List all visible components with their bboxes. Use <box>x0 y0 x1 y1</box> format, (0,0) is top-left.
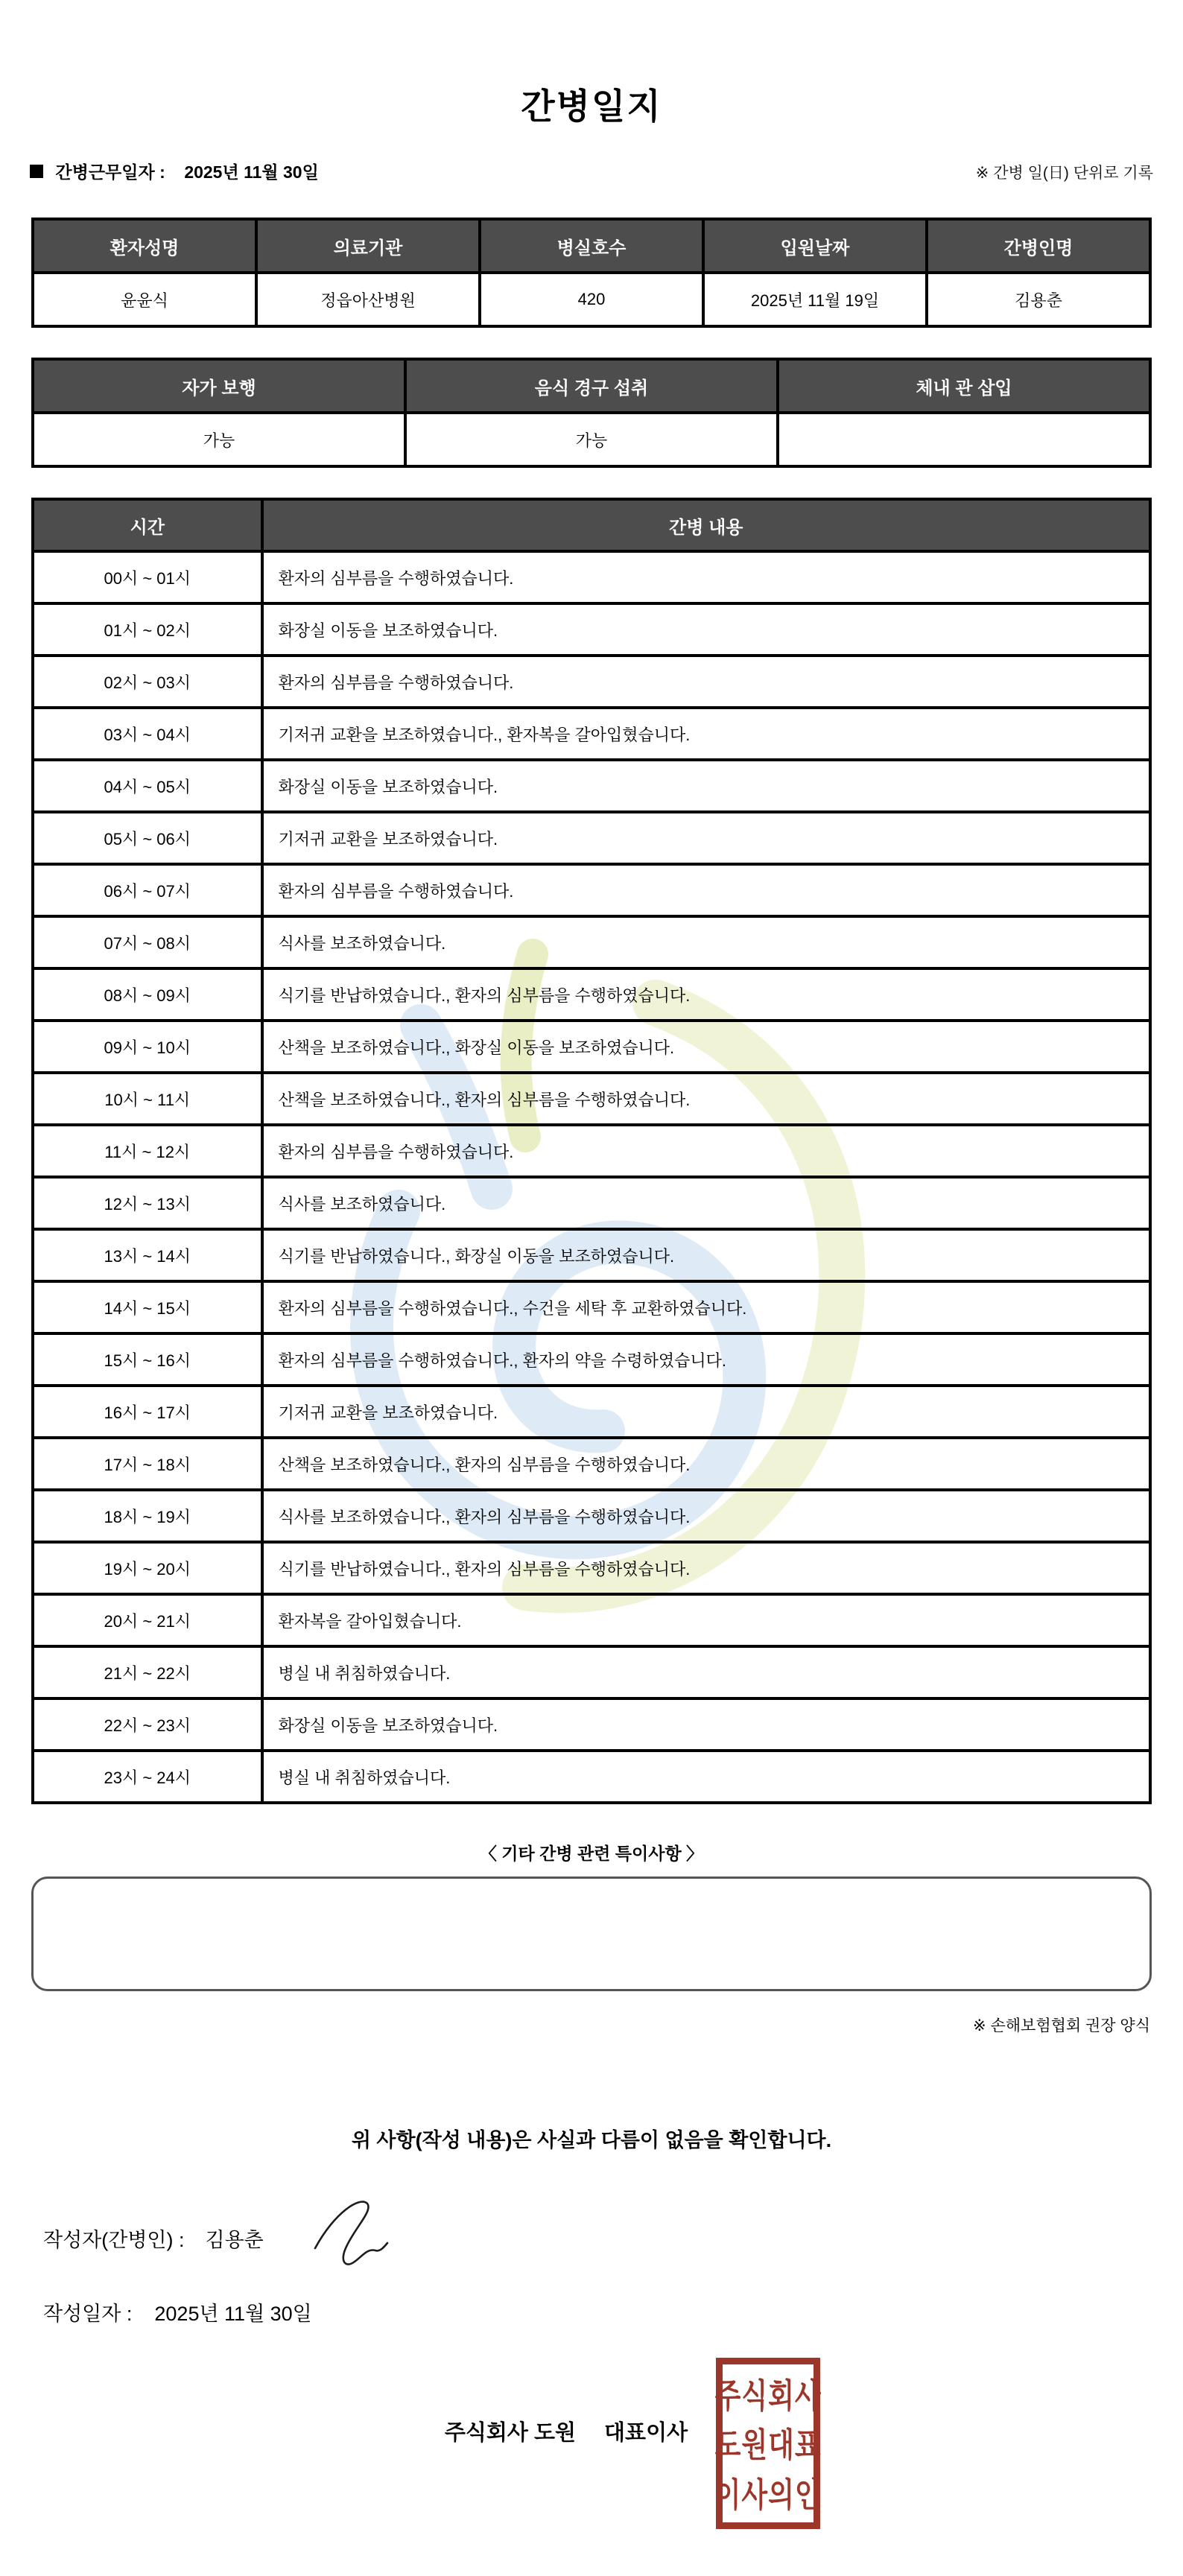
care-content-cell: 환자의 심부름을 수행하였습니다., 환자의 약을 수령하였습니다. <box>262 1333 1151 1386</box>
care-content-cell: 화장실 이동을 보조하였습니다. <box>262 1698 1151 1751</box>
care-time-cell: 19시 ~ 20시 <box>33 1542 262 1594</box>
care-log-row <box>33 1594 1150 1646</box>
care-log-row <box>33 1125 1150 1177</box>
insurance-form-note: ※ 손해보험협회 권장 양식 <box>973 2017 1150 2034</box>
care-time-cell: 06시 ~ 07시 <box>33 864 262 916</box>
corporate-seal-stamp <box>716 2358 820 2529</box>
patient-info-value-cell: 2025년 11월 19일 <box>703 273 927 326</box>
work-date-value: 2025년 11월 30일 <box>184 162 319 182</box>
care-content-cell: 기저귀 교환을 보조하였습니다. <box>262 812 1151 864</box>
confirmation-statement: 위 사항(작성 내용)은 사실과 다름이 없음을 확인합니다. <box>351 2129 832 2151</box>
patient-status-header-cell: 체내 관 삽입 <box>778 359 1150 413</box>
care-content-cell: 산책을 보조하였습니다., 환자의 심부름을 수행하였습니다. <box>262 1438 1151 1490</box>
patient-status-value-row <box>33 413 1150 466</box>
care-time-cell: 07시 ~ 08시 <box>33 916 262 968</box>
patient-status-header-cell: 자가 보행 <box>33 359 405 413</box>
patient-status-header-cell: 음식 경구 섭취 <box>405 359 778 413</box>
care-log-header-row <box>33 499 1150 551</box>
patient-info-header-cell: 환자성명 <box>33 219 256 273</box>
care-content-cell: 화장실 이동을 보조하였습니다. <box>262 603 1151 656</box>
care-log-row <box>33 1542 1150 1594</box>
black-square-bullet-icon <box>30 165 43 178</box>
care-log-row <box>33 968 1150 1021</box>
write-date-value: 2025년 11월 30일 <box>154 2303 312 2325</box>
care-time-cell: 23시 ~ 24시 <box>33 1751 262 1803</box>
seal-text-row: 이사의인 <box>714 2475 822 2514</box>
care-content-cell: 산책을 보조하였습니다., 환자의 심부름을 수행하였습니다. <box>262 1073 1151 1125</box>
care-time-cell: 00시 ~ 01시 <box>33 551 262 603</box>
care-log-row <box>33 812 1150 864</box>
patient-info-header-cell: 간병인명 <box>927 219 1150 273</box>
care-time-cell: 15시 ~ 16시 <box>33 1333 262 1386</box>
writer-label: 작성자(간병인) : <box>43 2228 185 2251</box>
care-content-cell: 화장실 이동을 보조하였습니다. <box>262 760 1151 812</box>
care-time-cell: 04시 ~ 05시 <box>33 760 262 812</box>
ceo-title: 대표이사 <box>604 2421 688 2445</box>
care-time-cell: 09시 ~ 10시 <box>33 1021 262 1073</box>
care-time-cell: 22시 ~ 23시 <box>33 1698 262 1751</box>
patient-info-value-row <box>33 273 1150 326</box>
care-content-cell: 환자복을 갈아입혔습니다. <box>262 1594 1151 1646</box>
care-log-row <box>33 1281 1150 1333</box>
care-log-row <box>33 1646 1150 1698</box>
care-time-cell: 18시 ~ 19시 <box>33 1490 262 1542</box>
care-log-row <box>33 916 1150 968</box>
company-name: 주식회사 도원 <box>444 2421 577 2445</box>
patient-info-value-cell: 김용춘 <box>927 273 1150 326</box>
care-content-cell: 환자의 심부름을 수행하였습니다., 수건을 세탁 후 교환하였습니다. <box>262 1281 1151 1333</box>
patient-info-value-cell: 윤윤식 <box>33 273 256 326</box>
care-content-cell: 식사를 보조하였습니다. <box>262 1177 1151 1229</box>
care-content-cell: 식기를 반납하였습니다., 환자의 심부름을 수행하였습니다. <box>262 1542 1151 1594</box>
special-notes-box[interactable] <box>31 1877 1152 1991</box>
care-time-cell: 02시 ~ 03시 <box>33 656 262 708</box>
company-and-ceo <box>445 2416 688 2446</box>
care-log-row <box>33 1333 1150 1386</box>
care-log-row <box>33 1698 1150 1751</box>
writer-line <box>43 2201 1183 2275</box>
write-date-label: 작성일자 : <box>43 2303 133 2325</box>
work-date-line <box>30 159 1153 183</box>
care-content-cell: 환자의 심부름을 수행하였습니다. <box>262 551 1151 603</box>
page-title: 간병일지 <box>521 86 662 126</box>
patient-info-value-cell: 정읍아산병원 <box>256 273 480 326</box>
care-content-cell: 식사를 보조하였습니다., 환자의 심부름을 수행하였습니다. <box>262 1490 1151 1542</box>
care-time-cell: 10시 ~ 11시 <box>33 1073 262 1125</box>
care-log-row <box>33 603 1150 656</box>
care-time-cell: 16시 ~ 17시 <box>33 1386 262 1438</box>
care-log-row <box>33 656 1150 708</box>
care-content-cell: 기저귀 교환을 보조하였습니다. <box>262 1386 1151 1438</box>
care-time-cell: 14시 ~ 15시 <box>33 1281 262 1333</box>
care-content-cell: 병실 내 취침하였습니다. <box>262 1751 1151 1803</box>
patient-info-table <box>31 218 1152 328</box>
care-time-cell: 05시 ~ 06시 <box>33 812 262 864</box>
work-date <box>30 159 319 183</box>
seal-text-row: 도원대표 <box>714 2426 822 2465</box>
care-log-row <box>33 1073 1150 1125</box>
care-time-cell: 11시 ~ 12시 <box>33 1125 262 1177</box>
care-log-row <box>33 551 1150 603</box>
care-content-cell: 환자의 심부름을 수행하였습니다. <box>262 656 1151 708</box>
seal-text-row: 주식회사 <box>714 2376 822 2415</box>
patient-info-value-cell: 420 <box>480 273 703 326</box>
care-content-cell: 식기를 반납하였습니다., 화장실 이동을 보조하였습니다. <box>262 1229 1151 1281</box>
care-content-cell: 식사를 보조하였습니다. <box>262 916 1151 968</box>
patient-info-header-cell: 의료기관 <box>256 219 480 273</box>
care-time-cell: 20시 ~ 21시 <box>33 1594 262 1646</box>
care-content-cell: 병실 내 취침하였습니다. <box>262 1646 1151 1698</box>
handwritten-signature <box>305 2192 402 2266</box>
patient-status-header-row <box>33 359 1150 413</box>
care-time-cell: 17시 ~ 18시 <box>33 1438 262 1490</box>
care-log-row <box>33 1490 1150 1542</box>
care-log-row <box>33 1751 1150 1803</box>
care-time-cell: 12시 ~ 13시 <box>33 1177 262 1229</box>
patient-info-header-cell: 입원날짜 <box>703 219 927 273</box>
writer-name: 김용춘 <box>205 2228 264 2251</box>
care-log-row <box>33 760 1150 812</box>
care-content-cell: 기저귀 교환을 보조하였습니다., 환자복을 갈아입혔습니다. <box>262 708 1151 760</box>
care-content-cell: 식기를 반납하였습니다., 환자의 심부름을 수행하였습니다. <box>262 968 1151 1021</box>
time-column-header: 시간 <box>33 499 262 551</box>
care-time-cell: 13시 ~ 14시 <box>33 1229 262 1281</box>
content-column-header: 간병 내용 <box>262 499 1151 551</box>
patient-info-header-row <box>33 219 1150 273</box>
special-notes-title: 〈 기타 간병 관련 특이사항 〉 <box>479 1844 704 1863</box>
care-log-row <box>33 708 1150 760</box>
care-content-cell: 산책을 보조하였습니다., 화장실 이동을 보조하였습니다. <box>262 1021 1151 1073</box>
care-log-row <box>33 1177 1150 1229</box>
care-log-row <box>33 1386 1150 1438</box>
care-time-cell: 03시 ~ 04시 <box>33 708 262 760</box>
patient-status-table <box>31 358 1152 468</box>
care-content-cell: 환자의 심부름을 수행하였습니다. <box>262 1125 1151 1177</box>
care-time-cell: 01시 ~ 02시 <box>33 603 262 656</box>
patient-status-value-cell: 가능 <box>33 413 405 466</box>
work-date-label: 간병근무일자 : <box>55 162 165 182</box>
care-time-cell: 08시 ~ 09시 <box>33 968 262 1021</box>
care-time-cell: 21시 ~ 22시 <box>33 1646 262 1698</box>
patient-info-header-cell: 병실호수 <box>480 219 703 273</box>
care-log-row <box>33 1021 1150 1073</box>
company-seal-line <box>41 2358 1183 2529</box>
patient-status-value-cell <box>778 413 1150 466</box>
unit-note: ※ 간병 일(日) 단위로 기록 <box>975 165 1153 182</box>
patient-status-value-cell: 가능 <box>405 413 778 466</box>
care-content-cell: 환자의 심부름을 수행하였습니다. <box>262 864 1151 916</box>
care-log-row <box>33 864 1150 916</box>
care-log-row <box>33 1229 1150 1281</box>
care-log-table <box>31 498 1152 1804</box>
write-date-line <box>43 2297 1183 2326</box>
care-log-row <box>33 1438 1150 1490</box>
